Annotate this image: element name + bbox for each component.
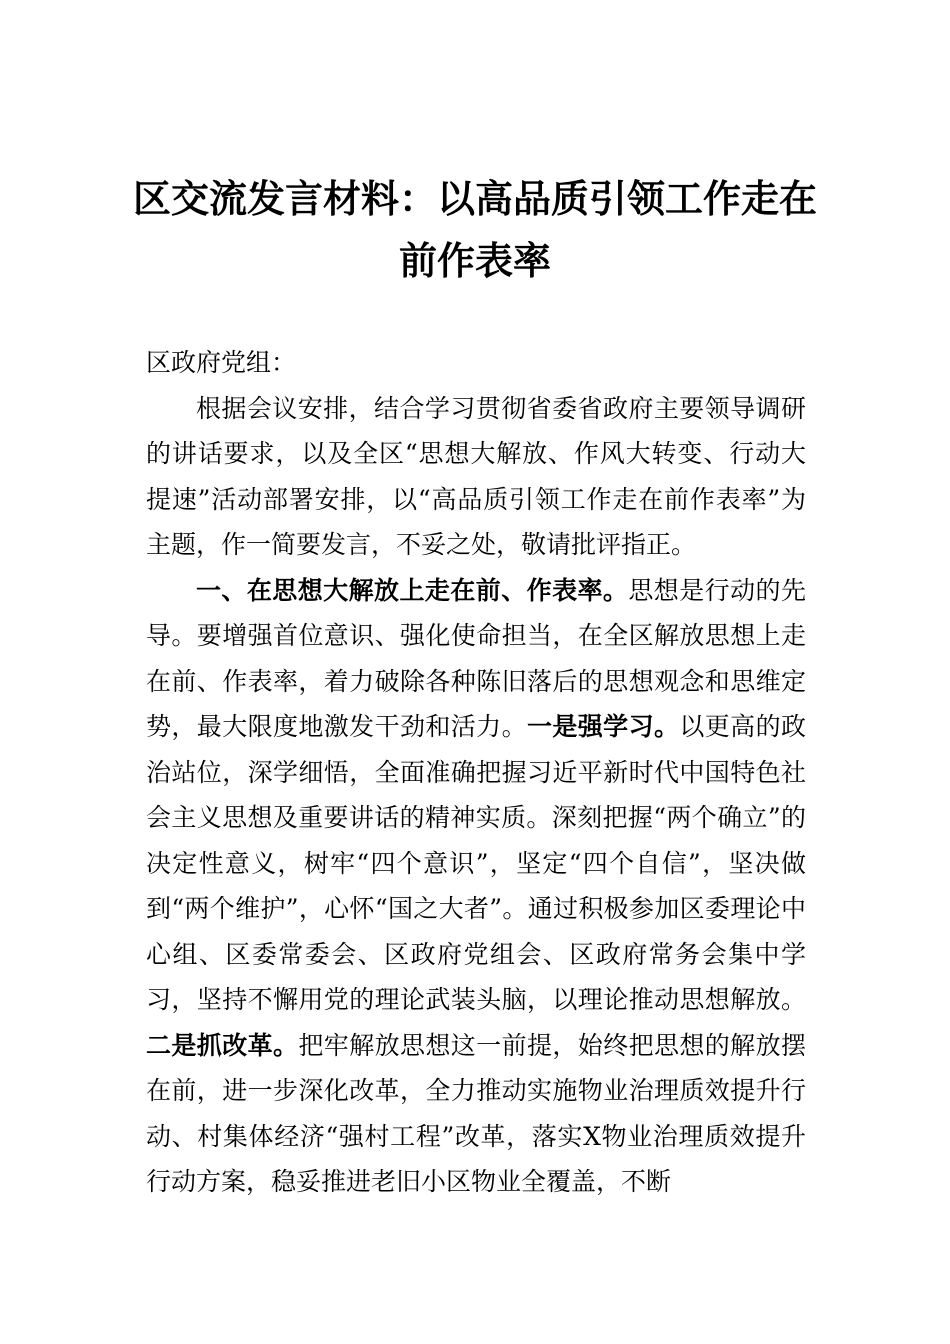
- point-1-label: 一是强学习。: [526, 712, 680, 741]
- point-2-label: 二是抓改革。: [146, 1030, 299, 1060]
- section-1-heading: 一、在思想大解放上走在前、作表率。: [196, 575, 629, 605]
- title-line-2: 前作表率: [398, 238, 551, 283]
- intro-paragraph: 根据会议安排，结合学习贯彻省委省政府主要领导调研的讲话要求，以及全区“思想大解放、作风大转变、行动大提速”活动部署安排，以“高品质引领工作走在前作表率”为主题，作一简要发言，不妥之处，敬请批评指正。: [146, 393, 806, 559]
- point-2-text: 把牢解放思想这一前提，始终把思想的解放摆在前，进一步深化改革，全力推动实施物业治理质效提升行动、村集体经济“强村工程”改革，落实X物业治理质效提升行动方案，稳妥推进老旧小区物业全覆盖，不断: [146, 1030, 806, 1196]
- title-line-1: 区交流发言材料：以高品质引领工作走在: [132, 176, 817, 221]
- document-title: [120, 168, 830, 292]
- section-1-paragraph: [146, 568, 806, 1205]
- point-1-text: 以更高的政治站位，深学细悟，全面准确把握习近平新时代中国特色社会主义思想及重要讲话的精神实质。深刻把握“两个确立”的决定性意义，树牢“四个意识”，坚定“四个自信”，坚决做到“两个维护”，心怀“国之大者”。通过积极参加区委理论中心组、区委常委会、区政府党组会、区政府常务会集中学习，坚持不懈用党的理论武装头脑，以理论推动思想解放。: [146, 712, 806, 1014]
- salutation: 区政府党组：: [146, 348, 297, 377]
- document-body: [146, 340, 806, 1205]
- section-1-intro: 思想是行动的先导。要增强首位意识、强化使命担当，在全区解放思想上走在前、作表率，着力破除各种陈旧落后的思想观念和思维定势，最大限度地激发干劲和活力。: [146, 575, 806, 741]
